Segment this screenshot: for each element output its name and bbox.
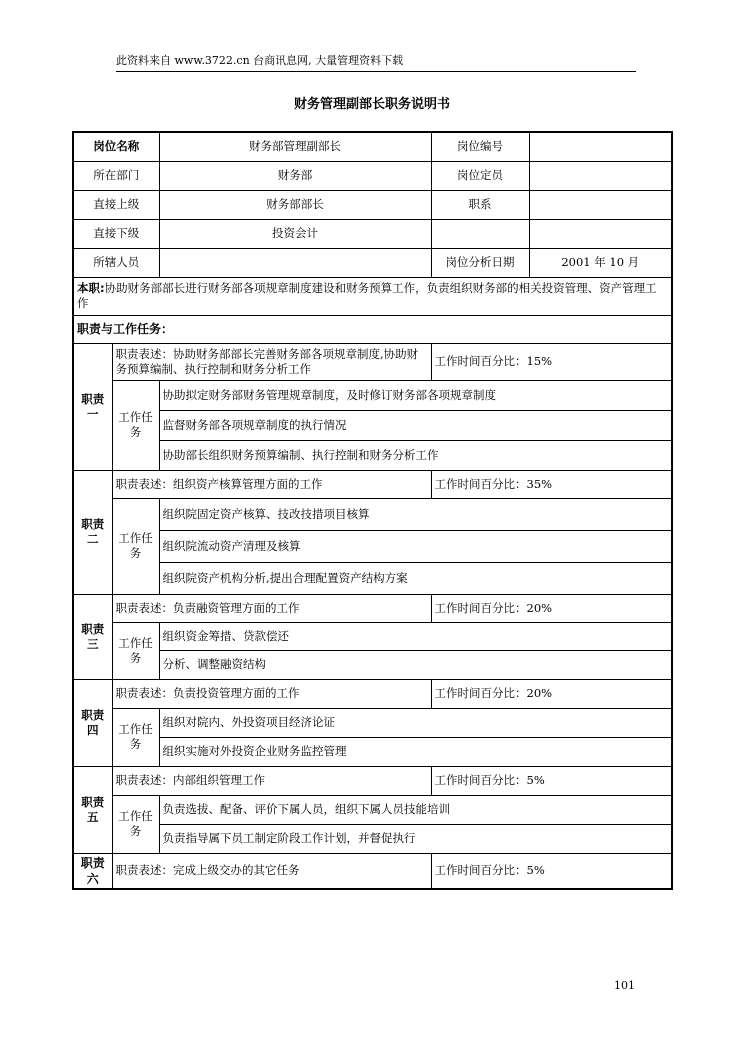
duty-label: 职责二	[73, 470, 112, 594]
duty-statement-row	[73, 766, 672, 795]
info-value	[529, 132, 672, 161]
task-item: 协助拟定财务部财务管理规章制度，及时修订财务部各项规章制度	[159, 380, 672, 410]
duty-label: 职责五	[73, 766, 112, 853]
duty-statement: 职责表述：负责投资管理方面的工作	[112, 679, 431, 708]
empty-cell	[529, 219, 672, 248]
duty-statement-row	[73, 853, 672, 889]
task-item: 负责指导属下员工制定阶段工作计划，并督促执行	[159, 824, 672, 853]
document-title: 财务管理副部长职务说明书	[293, 97, 450, 112]
duty-statement: 职责表述：协助财务部部长完善财务部各项规章制度,协助财务预算编制、执行控制和财务分析工作	[112, 343, 431, 380]
duty-label: 职责六	[73, 853, 112, 889]
info-label: 岗位分析日期	[431, 248, 529, 277]
info-label: 岗位定员	[431, 161, 529, 190]
duty-statement-row	[73, 594, 672, 622]
duty-time-share: 工作时间百分比：5%	[431, 853, 672, 889]
info-value: 财务部	[159, 161, 431, 190]
task-item: 组织实施对外投资企业财务监控管理	[159, 737, 672, 766]
task-item: 组织院固定资产核算、技改技措项目核算	[159, 498, 672, 530]
task-item: 组织资金筹措、贷款偿还	[159, 622, 672, 650]
task-label: 工作任务	[112, 708, 159, 766]
info-label: 所辖人员	[73, 248, 159, 277]
info-row	[73, 248, 672, 277]
source-header: 此资料来自 www.3722.cn 台商讯息网, 大量管理资料下载	[116, 54, 636, 72]
duties-heading-row	[73, 315, 672, 343]
duty-statement: 职责表述：负责融资管理方面的工作	[112, 594, 431, 622]
duty-label: 职责三	[73, 594, 112, 679]
info-label: 直接上级	[73, 190, 159, 219]
duty-label: 职责一	[73, 343, 112, 470]
summary-text: 协助财务部部长进行财务部各项规章制度建设和财务预算工作，负责组织财务部的相关投资管理、资产管理工作	[77, 281, 657, 310]
task-label: 工作任务	[112, 498, 159, 594]
info-value: 财务部部长	[159, 190, 431, 219]
task-label: 工作任务	[112, 380, 159, 470]
task-row	[73, 498, 672, 530]
info-value	[529, 190, 672, 219]
info-row	[73, 132, 672, 161]
duty-statement-row	[73, 343, 672, 380]
task-row	[73, 440, 672, 470]
duty-statement-row	[73, 470, 672, 498]
task-row	[73, 650, 672, 679]
info-row	[73, 190, 672, 219]
duty-statement-row	[73, 679, 672, 708]
duty-statement: 职责表述：完成上级交办的其它任务	[112, 853, 431, 889]
task-row	[73, 708, 672, 737]
duty-time-share: 工作时间百分比：15%	[431, 343, 672, 380]
duty-time-share: 工作时间百分比：35%	[431, 470, 672, 498]
page-number: 101	[614, 979, 635, 992]
task-row	[73, 380, 672, 410]
task-row	[73, 530, 672, 562]
task-item: 协助部长组织财务预算编制、执行控制和财务分析工作	[159, 440, 672, 470]
info-label: 直接下级	[73, 219, 159, 248]
duty-time-share: 工作时间百分比：20%	[431, 679, 672, 708]
task-row	[73, 795, 672, 824]
duty-time-share: 工作时间百分比：5%	[431, 766, 672, 795]
summary-label: 本职:	[77, 281, 105, 295]
info-label: 所在部门	[73, 161, 159, 190]
job-description-table	[72, 131, 673, 890]
info-value: 投资会计	[159, 219, 431, 248]
info-label: 岗位名称	[73, 132, 159, 161]
task-row	[73, 622, 672, 650]
task-item: 组织对院内、外投资项目经济论证	[159, 708, 672, 737]
task-item: 监督财务部各项规章制度的执行情况	[159, 410, 672, 440]
duty-statement: 职责表述：内部组织管理工作	[112, 766, 431, 795]
info-row	[73, 161, 672, 190]
empty-cell	[431, 219, 529, 248]
info-value: 2001 年 10 月	[529, 248, 672, 277]
duty-label: 职责四	[73, 679, 112, 766]
task-item: 分析、调整融资结构	[159, 650, 672, 679]
summary-row	[73, 277, 672, 315]
task-item: 组织院资产机构分析,提出合理配置资产结构方案	[159, 562, 672, 594]
duty-statement: 职责表述：组织资产核算管理方面的工作	[112, 470, 431, 498]
summary-cell	[73, 277, 672, 315]
task-item: 负责选拔、配备、评价下属人员，组织下属人员技能培训	[159, 795, 672, 824]
info-row	[73, 219, 672, 248]
duties-heading: 职责与工作任务：	[73, 315, 672, 343]
task-row	[73, 824, 672, 853]
info-label: 职系	[431, 190, 529, 219]
task-label: 工作任务	[112, 795, 159, 853]
info-value	[159, 248, 431, 277]
info-label: 岗位编号	[431, 132, 529, 161]
task-item: 组织院流动资产清理及核算	[159, 530, 672, 562]
info-value: 财务部管理副部长	[159, 132, 431, 161]
task-row	[73, 562, 672, 594]
task-label: 工作任务	[112, 622, 159, 679]
duty-time-share: 工作时间百分比：20%	[431, 594, 672, 622]
info-value	[529, 161, 672, 190]
task-row	[73, 737, 672, 766]
task-row	[73, 410, 672, 440]
